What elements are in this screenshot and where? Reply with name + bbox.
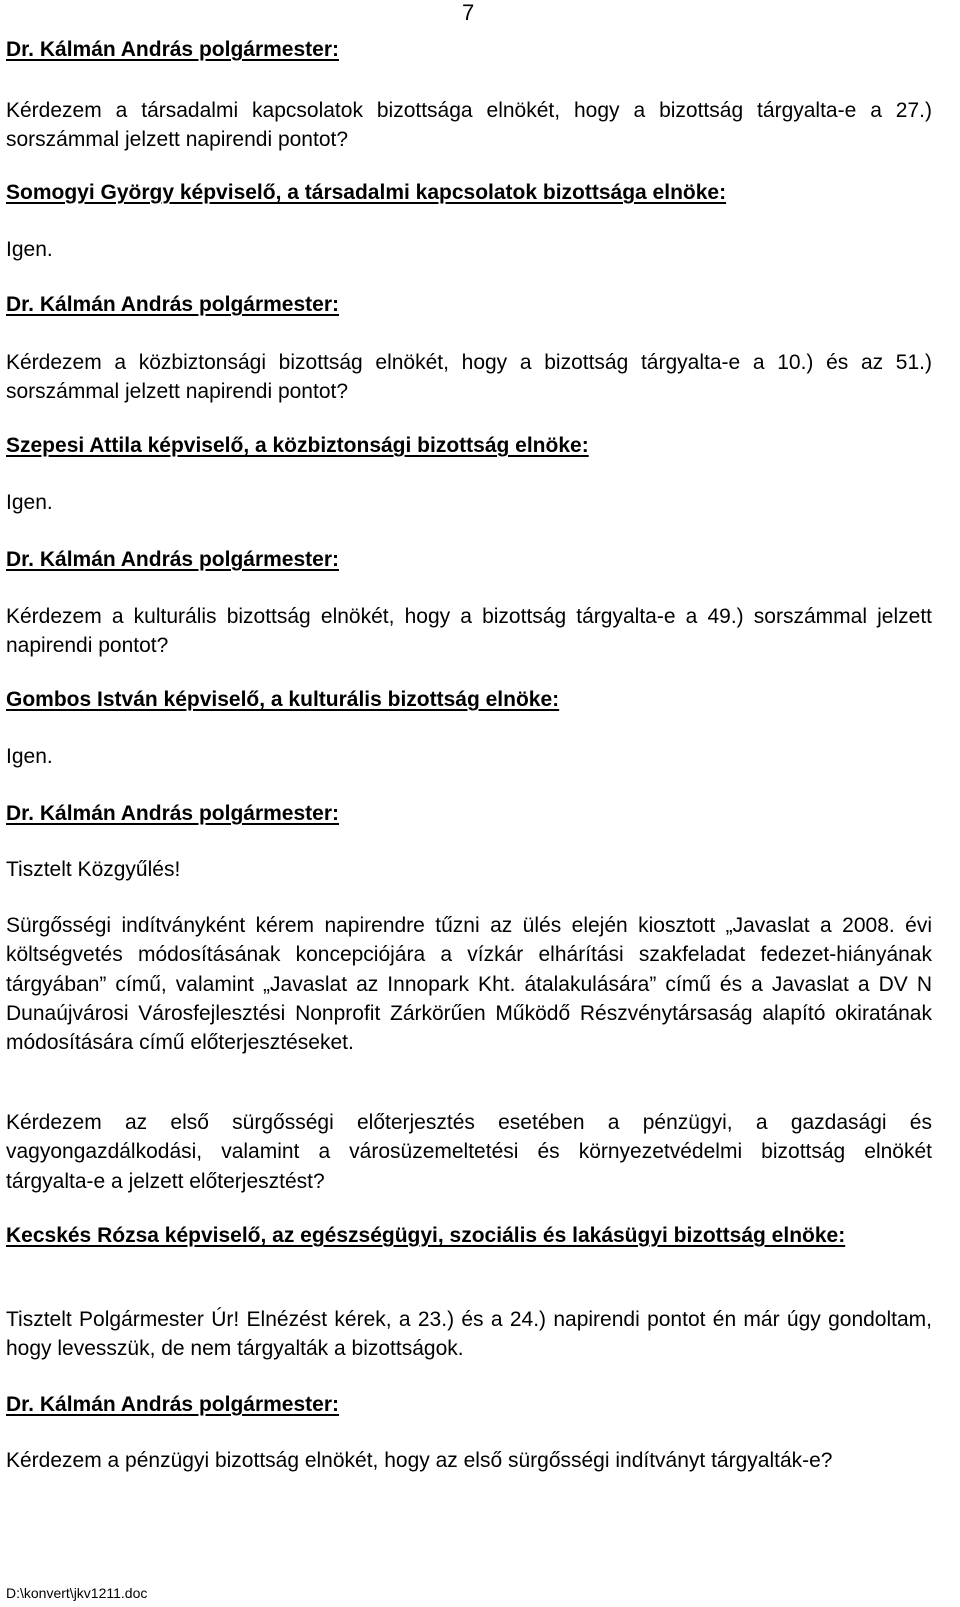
- speaker-heading: Dr. Kálmán András polgármester:: [6, 548, 339, 571]
- speaker-heading: Szepesi Attila képviselő, a közbiztonsági bizottság elnöke:: [6, 434, 589, 457]
- paragraph: Igen.: [6, 238, 53, 261]
- speaker-heading: Dr. Kálmán András polgármester:: [6, 38, 339, 61]
- paragraph: Kérdezem a kulturális bizottság elnökét, hogy a bizottság tárgyalta-e a 49.) sorszámmal jelzett napirendi pontot?: [6, 605, 932, 658]
- speaker-heading: Gombos István képviselő, a kulturális bizottság elnöke:: [6, 688, 560, 711]
- paragraph: Igen.: [6, 745, 53, 768]
- speaker-heading: Dr. Kálmán András polgármester:: [6, 293, 339, 316]
- paragraph: Tisztelt Közgyűlés!: [6, 858, 181, 881]
- speaker-heading: Dr. Kálmán András polgármester:: [6, 802, 339, 825]
- paragraph: Tisztelt Polgármester Úr! Elnézést kérek, a 23.) és a 24.) napirendi pontot én már úgy gondoltam, hogy levesszük, de nem tárgyalták a bizottságok.: [6, 1308, 932, 1361]
- paragraph: Kérdezem a pénzügyi bizottság elnökét, hogy az első sürgősségi indítványt tárgyalták-e?: [6, 1449, 833, 1472]
- paragraph: Kérdezem a közbiztonsági bizottság elnökét, hogy a bizottság tárgyalta-e a 10.) és az 51.) sorszámmal jelzett napirendi pontot?: [6, 351, 932, 404]
- speaker-heading: Somogyi György képviselő, a társadalmi kapcsolatok bizottsága elnöke:: [6, 181, 727, 204]
- paragraph: Kérdezem a társadalmi kapcsolatok bizottsága elnökét, hogy a bizottság tárgyalta-e a 27.) sorszámmal jelzett napirendi pontot?: [6, 99, 932, 152]
- footer-file-path: D:\konvert\jkv1211.doc: [6, 1585, 148, 1601]
- page-number: 7: [462, 0, 475, 25]
- paragraph: Igen.: [6, 491, 53, 514]
- speaker-heading: Dr. Kálmán András polgármester:: [6, 1393, 339, 1416]
- speaker-heading: Kecskés Rózsa képviselő, az egészségügyi, szociális és lakásügyi bizottság elnöke:: [6, 1224, 846, 1247]
- paragraph: Kérdezem az első sürgősségi előterjesztés esetében a pénzügyi, a gazdasági és vagyongazdálkodási, valamint a városüzemeltetési és környezetvédelmi bizottság elnökét tárgyalta-e a jelzett előterjesztést?: [6, 1111, 932, 1193]
- paragraph: Sürgősségi indítványként kérem napirendre tűzni az ülés elején kiosztott „Javaslat a 2008. évi költségvetés módosításának koncepciójára a vízkár elhárítási szakfeladat fedezet-hiányának tárgyában” című, valamint „Javaslat az Innopark Kht. átalakulására” című és a Javaslat a DV N Dunaújvárosi Városfejlesztési Nonprofit Zárkörűen Működő Részvénytársaság alapító okiratának módosítására című előterjesztéseket.: [6, 914, 932, 1055]
